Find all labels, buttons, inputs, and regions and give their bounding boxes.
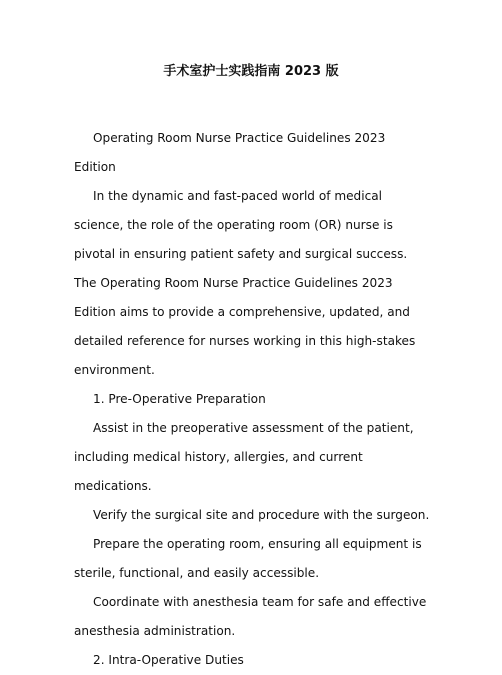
section-heading-intra-operative: 2. Intra-Operative Duties xyxy=(93,653,244,667)
pre-op-item-assessment: Assist in the preoperative assessment of the patient, including medical history, allergies, and current medications. xyxy=(74,421,414,493)
document-title: 手术室护士实践指南 2023 版 xyxy=(163,64,339,79)
intro-paragraph: In the dynamic and fast-paced world of medical science, the role of the operating room (OR) nurse is pivotal in ensuring patient safety and surgical success. The Operating Room Nurse Practice Guidelines 2023 Edition aims to provide a comprehensive, updated, and detailed reference for nurses working in this high-stakes environment. xyxy=(74,189,416,377)
pre-op-item-anesthesia: Coordinate with anesthesia team for safe and effective anesthesia administration. xyxy=(74,595,427,638)
pre-op-item-verify-site: Verify the surgical site and procedure with the surgeon. xyxy=(93,508,430,522)
section-heading-pre-operative: 1. Pre-Operative Preparation xyxy=(93,392,266,406)
subtitle-paragraph: Operating Room Nurse Practice Guidelines 2023 Edition xyxy=(74,131,386,174)
document-body xyxy=(74,124,430,675)
pre-op-item-prepare-room: Prepare the operating room, ensuring all equipment is sterile, functional, and easily accessible. xyxy=(74,537,422,580)
